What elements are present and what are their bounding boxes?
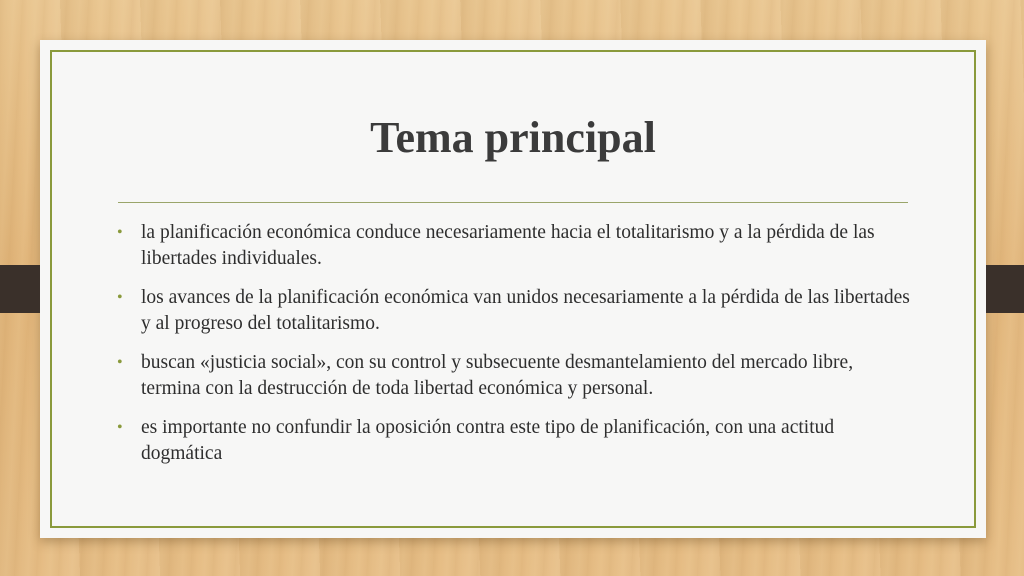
bullet-text: es importante no confundir la oposición contra este tipo de planificación, con una actitud dogmática	[141, 417, 835, 464]
bullet-item	[117, 415, 917, 467]
bullet-item	[117, 285, 917, 337]
bullet-icon: •	[117, 354, 123, 371]
bullet-text: los avances de la planificación económica van unidos necesariamente a la pérdida de las libertades y al progreso del totalitarismo.	[141, 287, 910, 334]
bullet-icon: •	[117, 224, 123, 241]
bullet-item	[117, 350, 917, 402]
bullet-text: buscan «justicia social», con su control y subsecuente desmantelamiento del mercado libre, termina con la destrucción de toda libertad económica y personal.	[141, 352, 854, 399]
bullet-item	[117, 220, 917, 272]
bullet-icon: •	[117, 289, 123, 306]
bullet-icon: •	[117, 419, 123, 436]
bullet-list	[117, 220, 917, 480]
title-divider	[118, 202, 908, 203]
slide-title: Tema principal	[370, 113, 656, 162]
bullet-text: la planificación económica conduce necesariamente hacia el totalitarismo y a la pérdida de las libertades individuales.	[141, 222, 875, 269]
